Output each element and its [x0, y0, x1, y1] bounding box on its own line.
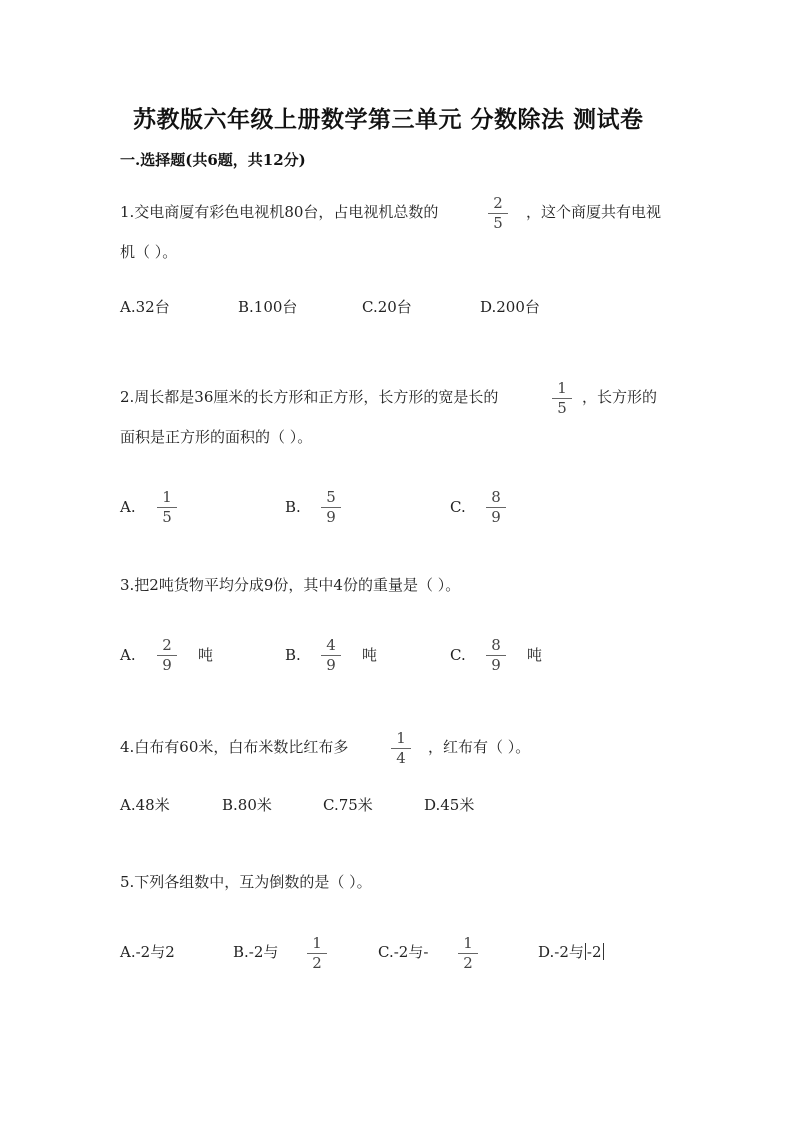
- denominator: 9: [162, 656, 172, 674]
- q5-option-a[interactable]: A.-2与2: [120, 943, 175, 961]
- q4-option-c[interactable]: C.75米: [323, 796, 373, 814]
- numerator: 2: [162, 636, 172, 654]
- q2-option-a-fraction: [155, 489, 179, 526]
- q2-option-b-fraction: [319, 489, 343, 526]
- denominator: 9: [491, 656, 501, 674]
- q2-fraction: [550, 380, 574, 417]
- q5-option-d-label: D.-2与: [538, 943, 584, 961]
- q1-frac-numerator: 2: [493, 194, 503, 212]
- abs-bar-right: [603, 943, 604, 960]
- q5-option-c-label: C.-2与-: [378, 943, 429, 961]
- q3-option-a-fraction: [155, 637, 179, 674]
- q1-text-b: ，这个商厦共有电视: [526, 203, 662, 221]
- denominator: 9: [326, 656, 336, 674]
- denominator: 9: [326, 508, 336, 526]
- q3-option-a-unit: 吨: [198, 646, 214, 664]
- numerator: 1: [162, 488, 172, 506]
- q4-frac-denominator: 4: [396, 749, 406, 767]
- q2-frac-numerator: 1: [557, 379, 567, 397]
- q5-option-b-fraction: [305, 935, 329, 972]
- denominator: 2: [463, 954, 473, 972]
- numerator: 8: [491, 488, 501, 506]
- numerator: 1: [463, 934, 473, 952]
- q1-text-c: 机（ ）。: [120, 243, 178, 261]
- q4-fraction: [389, 730, 413, 767]
- q5-option-d-abs-value: -2: [586, 943, 602, 961]
- q4-option-d[interactable]: D.45米: [424, 796, 475, 814]
- q4-option-a[interactable]: A.48米: [120, 796, 170, 814]
- denominator: 5: [162, 508, 172, 526]
- q1-text-a: 1.交电商厦有彩色电视机80台，占电视机总数的: [120, 203, 439, 221]
- q2-option-a-label: A.: [120, 498, 136, 516]
- numerator: 8: [491, 636, 501, 654]
- q2-text-a: 2.周长都是36厘米的长方形和正方形，长方形的宽是长的: [120, 388, 499, 406]
- denominator: 9: [491, 508, 501, 526]
- abs-bar-left: [585, 943, 586, 960]
- q2-option-c-fraction: [484, 489, 508, 526]
- q2-option-b-label: B.: [285, 498, 301, 516]
- q5-option-b-label: B.-2与: [233, 943, 279, 961]
- q4-text-a: 4.白布有60米，白布米数比红布多: [120, 738, 349, 756]
- q5-option-d[interactable]: [538, 942, 605, 962]
- q1-option-d[interactable]: D.200台: [480, 298, 540, 316]
- numerator: 5: [326, 488, 336, 506]
- page-title: 苏教版六年级上册数学第三单元 分数除法 测试卷: [133, 106, 644, 133]
- q3-option-b-unit: 吨: [362, 646, 378, 664]
- q3-option-b-fraction: [319, 637, 343, 674]
- q2-text-b: ，长方形的: [582, 388, 658, 406]
- q1-option-c[interactable]: C.20台: [362, 298, 412, 316]
- q1-option-b[interactable]: B.100台: [238, 298, 298, 316]
- numerator: 4: [326, 636, 336, 654]
- q3-option-a-label: A.: [120, 646, 136, 664]
- q4-text-b: ，红布有（ ）。: [428, 738, 531, 756]
- q3-option-c-fraction: [484, 637, 508, 674]
- q5-text: 5.下列各组数中，互为倒数的是（ ）。: [120, 873, 372, 891]
- denominator: 2: [312, 954, 322, 972]
- q2-option-c-label: C.: [450, 498, 466, 516]
- q5-option-c-fraction: [456, 935, 480, 972]
- q3-option-c-label: C.: [450, 646, 466, 664]
- q1-fraction: [486, 195, 510, 232]
- numerator: 1: [312, 934, 322, 952]
- q1-frac-denominator: 5: [493, 214, 503, 232]
- q4-option-b[interactable]: B.80米: [222, 796, 272, 814]
- q3-option-c-unit: 吨: [527, 646, 543, 664]
- q3-text: 3.把2吨货物平均分成9份，其中4份的重量是（ ）。: [120, 576, 461, 594]
- q3-option-b-label: B.: [285, 646, 301, 664]
- q1-option-a[interactable]: A.32台: [120, 298, 170, 316]
- q2-frac-denominator: 5: [557, 399, 567, 417]
- q2-text-c: 面积是正方形的面积的（ ）。: [120, 428, 313, 446]
- section-heading: 一.选择题(共6题，共12分): [120, 151, 306, 169]
- q4-frac-numerator: 1: [396, 729, 406, 747]
